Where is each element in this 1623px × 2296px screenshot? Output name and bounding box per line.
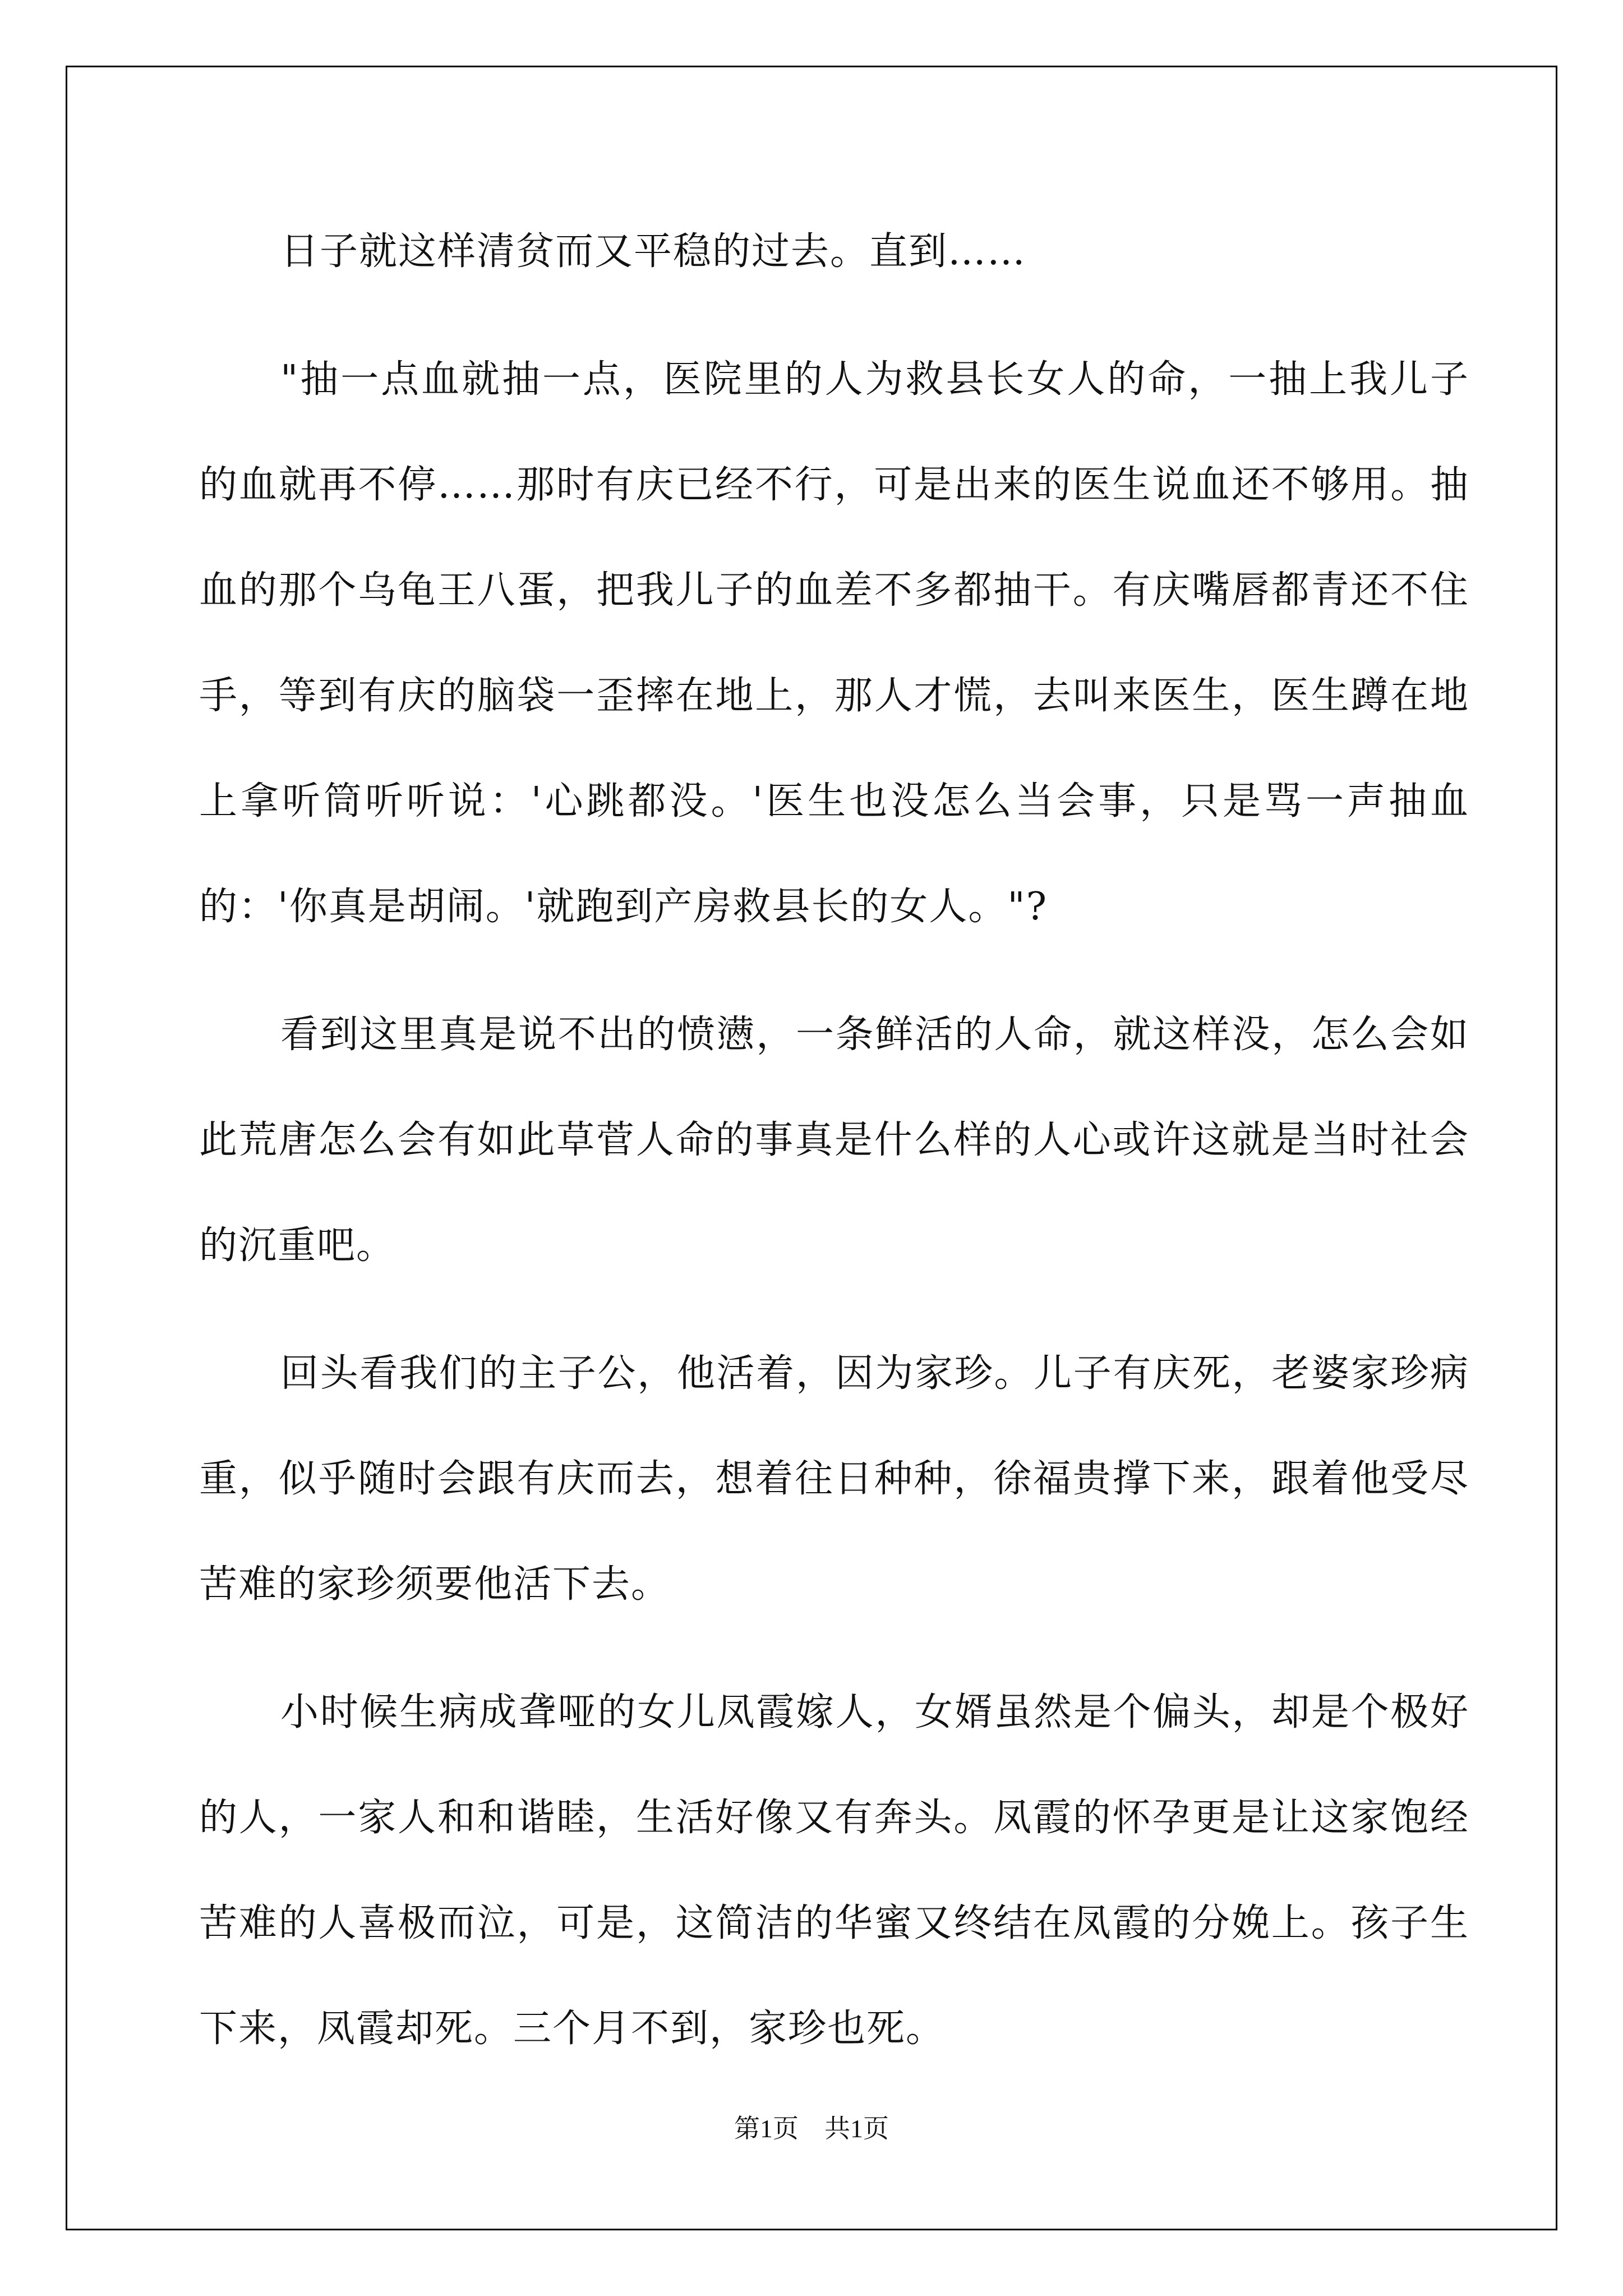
document-body [199, 199, 1469, 2082]
page-footer: 第1页 共1页 [734, 2114, 889, 2143]
paragraph: "抽一点血就抽一点，医院里的人为救县长女人的命，一抽上我儿子的血就再不停……那时有庆已经不行，可是出来的医生说血还不够用。抽血的那个乌龟王八蛋，把我儿子的血差不多都抽干。有庆嘴唇都青还不住手，等到有庆的脑袋一歪摔在地上，那人才慌，去叫来医生，医生蹲在地上拿听筒听听说：'心跳都没。'医生也没怎么当会事，只是骂一声抽血的：'你真是胡闹。'就跑到产房救县长的女人。"? [199, 357, 1469, 929]
paragraph: 看到这里真是说不出的愤懑，一条鲜活的人命，就这样没，怎么会如此荒唐怎么会有如此草菅人命的事真是什么样的人心或许这就是当时社会的沉重吧。 [199, 1013, 1469, 1268]
paragraph: 小时候生病成聋哑的女儿凤霞嫁人，女婿虽然是个偏头，却是个极好的人，一家人和和谐睦，生活好像又有奔头。凤霞的怀孕更是让这家饱经苦难的人喜极而泣，可是，这简洁的华蜜又终结在凤霞的分娩上。孩子生下来，凤霞却死。三个月不到，家珍也死。 [199, 1690, 1469, 2051]
paragraph: 日子就这样清贫而又平稳的过去。直到…… [280, 229, 1027, 274]
paragraph: 回头看我们的主子公，他活着，因为家珍。儿子有庆死，老婆家珍病重，似乎随时会跟有庆而去，想着往日种种，徐福贵撑下来，跟着他受尽苦难的家珍须要他活下去。 [199, 1351, 1469, 1607]
